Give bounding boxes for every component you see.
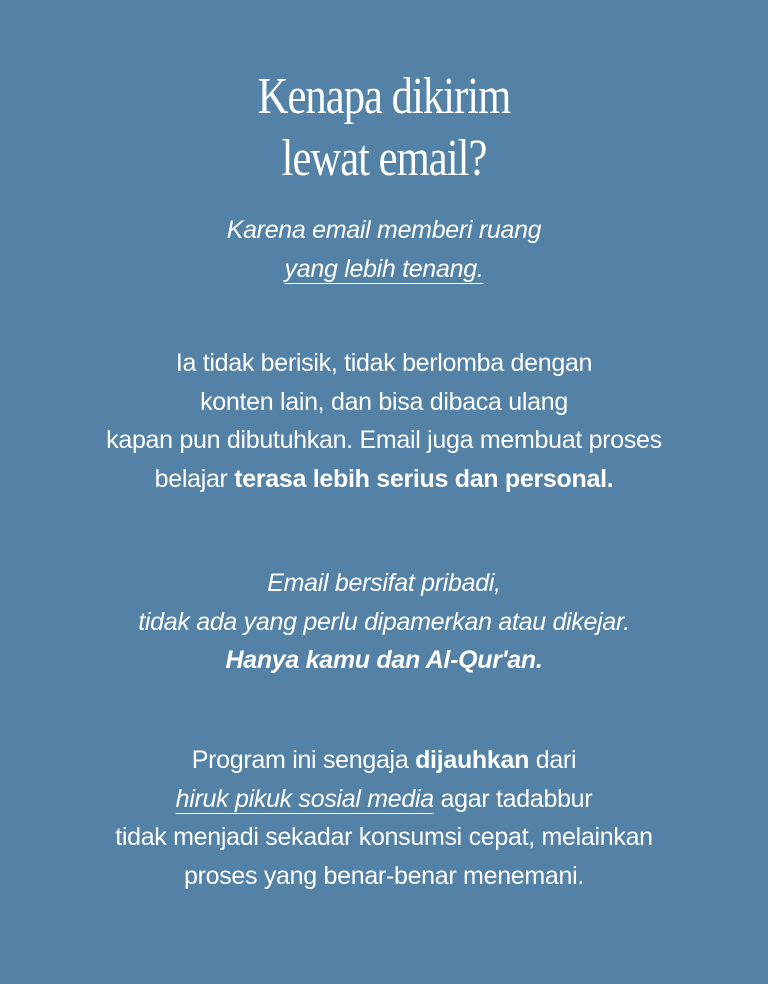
italic-line: Email bersifat pribadi, (267, 569, 501, 597)
bold-italic-line: Hanya kamu dan Al-Qur'an. (225, 646, 543, 674)
paragraph-line: Ia tidak berisik, tidak berlomba dengan (175, 349, 593, 377)
underlined-italic-text: hiruk pikuk sosial media (175, 784, 434, 813)
subtitle-line-1: Karena email memberi ruang (226, 216, 542, 244)
paragraph-text: agar tadabbur (433, 784, 593, 813)
paragraph-private (0, 564, 768, 680)
emphasis-text: dijauhkan (415, 746, 530, 774)
italic-line: tidak ada yang perlu dipamerkan atau dikejar. (138, 607, 630, 636)
paragraph-line (0, 460, 768, 499)
subtitle (0, 211, 768, 288)
paragraph-text: belajar (154, 464, 235, 493)
paragraph-text: Program ini sengaja (191, 746, 416, 774)
title-line-2: lewat email? (281, 130, 487, 187)
paragraph-line: kapan pun dibutuhkan. Email juga membuat proses (106, 426, 662, 454)
paragraph-line: tidak menjadi sekadar konsumsi cepat, melainkan (115, 823, 653, 851)
paragraph-line: konten lain, dan bisa dibaca ulang (200, 387, 568, 416)
paragraph-text: dari (529, 746, 577, 774)
subtitle-underlined-text: yang lebih tenang. (284, 254, 484, 283)
section-title (69, 66, 699, 190)
paragraph-line (0, 741, 768, 780)
paragraph-line (0, 780, 768, 819)
paragraph-line: proses yang benar-benar menemani. (183, 861, 585, 890)
emphasis-text: terasa lebih serius dan personal. (234, 464, 614, 493)
title-line-1: Kenapa dikirim (257, 68, 511, 125)
paragraph-program (0, 741, 768, 895)
paragraph-reasons (0, 344, 768, 498)
